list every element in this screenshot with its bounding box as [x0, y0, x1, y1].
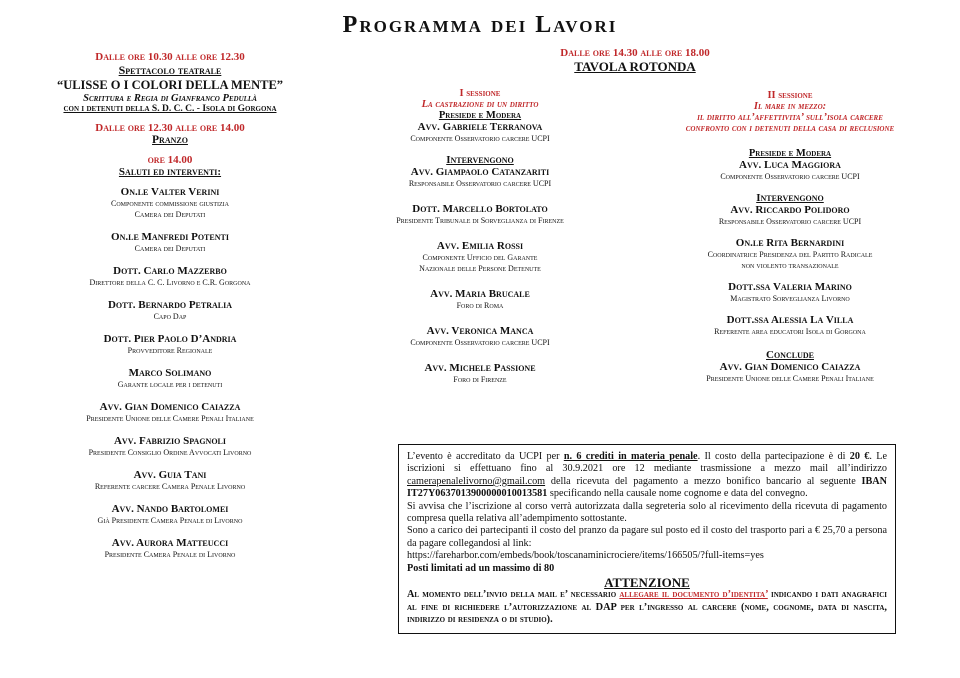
- speaker: [365, 121, 595, 144]
- session2-subtitle-1: Il mare in mezzo:: [753, 101, 827, 112]
- speaker-name: Dott. Pier Paolo D’Andria: [103, 333, 237, 345]
- show-title: “ULISSE O I COLORI DELLA MENTE”: [56, 78, 284, 92]
- speaker-name: Dott. Carlo Mazzerbo: [113, 265, 227, 277]
- speaker-role: Presidente Camera Penale di Livorno: [104, 550, 236, 559]
- attention-title: ATTENZIONE: [604, 575, 690, 591]
- roundtable-heading: TAVOLA ROTONDA: [574, 59, 696, 74]
- greetings-label: Saluti ed interventi:: [118, 166, 222, 178]
- speaker-role: Componente Ufficio del Garante: [422, 253, 538, 262]
- speaker-name: Marco Solimano: [128, 367, 212, 379]
- speaker: [40, 469, 300, 492]
- speaker-role: Componente commissione giustizia: [110, 199, 229, 208]
- attention-highlight: allegare il documento d’identita’: [619, 589, 768, 601]
- speaker: [365, 325, 595, 348]
- speaker-name: Avv. Maria Brucale: [430, 288, 530, 300]
- session1-subtitle: La castrazione di un diritto: [421, 99, 539, 110]
- speaker: [365, 240, 595, 274]
- speaker: [40, 537, 300, 560]
- session2-conclude-label: Conclude: [766, 349, 814, 361]
- session1-chair-label: Presiede e Modera: [438, 110, 522, 121]
- speaker-name: On.le Manfredi Potenti: [111, 231, 229, 243]
- speaker-name: Avv. Emilia Rossi: [436, 240, 524, 252]
- show-author: Scrittura e Regia di Gianfranco Pedullà: [83, 93, 257, 104]
- session2-subtitle-2: il diritto all’affettivita’ sull’isola carcere: [697, 112, 883, 123]
- info-credits: n. 6 crediti in materia penale: [563, 451, 698, 462]
- info-cost: 20 €: [849, 451, 870, 462]
- speaker: [40, 503, 300, 526]
- speaker: [40, 265, 300, 288]
- speaker: [630, 281, 950, 304]
- speaker-role: Componente Osservatorio carcere UCPI: [720, 172, 860, 181]
- session2-chair: [630, 159, 950, 182]
- attention-text: indicando i dati anagrafici al fine di richiedere l’autorizzazione al DAP per l’ingresso al carcere (nome, cognome, data di nascita, indirizzo di residenza o di studio).: [407, 589, 887, 626]
- speaker-role: Presidente Consiglio Ordine Avvocati Livorno: [88, 448, 252, 457]
- speaker-role: Referente carcere Camera Penale Livorno: [94, 482, 246, 491]
- info-costs: Sono a carico dei partecipanti il costo del pranzo da pagare sul posto ed il costo del trasporto pari a € 25,70 a persona da pagare collegandosi al link:: [407, 525, 887, 549]
- speaker-role: Responsabile Osservatorio carcere UCPI: [718, 217, 862, 226]
- info-authorization: Si avvisa che l’iscrizione al corso verrà autorizzata dalla segreteria solo al ricevimento della ricevuta di pagamento compresa quella relativa all’adempimento sottostante.: [407, 500, 887, 525]
- speaker-name: Dott.ssa Alessia La Villa: [726, 314, 854, 326]
- speaker: [365, 362, 595, 385]
- speaker-name: Avv. Veronica Manca: [426, 325, 534, 337]
- speaker: [630, 314, 950, 337]
- speaker-role: Nazionale delle Persone Detenute: [419, 264, 541, 273]
- speaker-name: Avv. Giampaolo Catanzariti: [410, 166, 550, 178]
- speaker-role: Componente Osservatorio carcere UCPI: [410, 338, 550, 347]
- info-registration: [407, 451, 887, 501]
- speaker-role: Referente area educatori Isola di Gorgona: [714, 327, 866, 336]
- session1-label: I sessione: [459, 88, 501, 99]
- speaker-name: Avv. Aurora Matteucci: [111, 537, 229, 549]
- speaker-role: Capo Dap: [153, 312, 187, 321]
- speaker: [365, 288, 595, 311]
- speaker: [40, 333, 300, 356]
- time-afternoon: ore 14.00: [147, 154, 193, 166]
- speaker-name: Avv. Gian Domenico Caiazza: [99, 401, 241, 413]
- speaker-role: Garante locale per i detenuti: [117, 380, 223, 389]
- speaker-role: Presidente Tribunale di Sorveglianza di Firenze: [396, 216, 564, 225]
- session2-speakers-label: Intervengono: [756, 192, 824, 204]
- session-2: [630, 90, 950, 384]
- session1-speakers-list: [365, 166, 595, 385]
- speaker-name: Avv. Gabriele Terranova: [417, 121, 543, 133]
- speaker-name: Dott. Bernardo Petralia: [107, 299, 233, 311]
- speaker-role: Magistrato Sorveglianza Livorno: [730, 294, 850, 303]
- speaker-name: Avv. Gian Domenico Caiazza: [719, 361, 861, 373]
- info-link[interactable]: https://fareharbor.com/embeds/book/toscanaminicrociere/items/166505/?full-items=yes: [407, 550, 764, 562]
- speaker: [40, 401, 300, 424]
- info-email-link[interactable]: camerapenalelivorno@gmail.com: [407, 475, 546, 487]
- speaker-role: Presidente Unione delle Camere Penali Italiane: [86, 414, 254, 423]
- session1-chair: [365, 121, 595, 144]
- speaker: [630, 237, 950, 271]
- info-box: [398, 444, 896, 634]
- speaker-name: On.le Rita Bernardini: [735, 237, 845, 249]
- lunch-label: Pranzo: [152, 134, 188, 146]
- speaker: [40, 186, 300, 220]
- speaker-role: Componente Osservatorio carcere UCPI: [410, 134, 550, 143]
- info-text: . Il costo della partecipazione è di: [697, 451, 850, 462]
- attention-body: [407, 589, 887, 627]
- speaker: [40, 435, 300, 458]
- speaker-role: Responsabile Osservatorio carcere UCPI: [408, 179, 552, 188]
- speaker-name: Avv. Nando Bartolomei: [111, 503, 229, 515]
- session2-chair-label: Presiede e Modera: [748, 148, 832, 159]
- speaker: [40, 299, 300, 322]
- info-text: della ricevuta del pagamento a mezzo bonifico bancario al seguente: [545, 475, 862, 487]
- info-text: L’evento è accreditato da UCPI per: [407, 451, 564, 462]
- info-text: specificando nella causale nome cognome e data del convegno.: [547, 488, 808, 500]
- speaker: [365, 203, 595, 226]
- speaker-name: Dott.ssa Valeria Marino: [728, 281, 852, 293]
- speaker-role: Direttore della C. C. Livorno e C.R. Gorgona: [89, 278, 251, 287]
- speaker-name: Dott. Marcello Bortolato: [412, 203, 548, 215]
- speaker-role: Foro di Firenze: [453, 375, 507, 384]
- speaker: [365, 166, 595, 189]
- speaker-role: Camera dei Deputati: [134, 244, 206, 253]
- speaker-name: Avv. Fabrizio Spagnoli: [113, 435, 226, 447]
- speaker: [630, 204, 950, 227]
- center-header: [530, 47, 740, 75]
- session-1: [365, 88, 595, 385]
- session2-subtitle-3: confronto con i detenuti della casa di reclusione: [685, 123, 895, 134]
- speaker: [630, 159, 950, 182]
- show-heading: Spettacolo teatrale: [118, 63, 222, 77]
- time-morning: Dalle ore 10.30 alle ore 12.30: [95, 51, 245, 63]
- page-title: Programma dei Lavori: [342, 12, 618, 38]
- info-text: . Le iscrizioni si effettuano fino al 30.9.2021 ore 12 mediante trasmissione a mezzo mail all’indirizzo: [407, 451, 887, 475]
- speaker: [40, 367, 300, 390]
- speaker-role: Camera dei Deputati: [134, 210, 206, 219]
- left-column: [40, 51, 300, 560]
- speaker-role: Foro di Roma: [456, 301, 504, 310]
- speaker-name: Avv. Guia Tani: [133, 469, 207, 481]
- session1-speakers-label: Intervengono: [446, 154, 514, 166]
- left-speakers-list: [40, 186, 300, 560]
- attention-text: Al momento dell’invio della mail e’ necessario: [407, 589, 620, 601]
- speaker-role: non violento transazionale: [741, 261, 839, 270]
- speaker-role: Già Presidente Camera Penale di Livorno: [97, 516, 243, 525]
- session2-speakers-list: [630, 204, 950, 337]
- speaker-name: Avv. Michele Passione: [424, 362, 536, 374]
- speaker-name: On.le Valter Verini: [120, 186, 220, 198]
- session2-conclude: [630, 361, 950, 384]
- speaker-role: Provveditore Regionale: [127, 346, 213, 355]
- speaker-name: Avv. Luca Maggiora: [739, 159, 841, 171]
- time-lunch: Dalle ore 12.30 alle ore 14.00: [95, 122, 245, 134]
- speaker-role: Presidente Unione delle Camere Penali Italiane: [706, 374, 874, 383]
- info-limit: Posti limitati ad un massimo di 80: [407, 562, 555, 574]
- show-with: con i detenuti della S. D. C. C. - Isola di Gorgona: [63, 104, 277, 114]
- speaker: [40, 231, 300, 254]
- speaker: [630, 361, 950, 384]
- speaker-name: Avv. Riccardo Polidoro: [730, 204, 850, 216]
- speaker-role: Coordinatrice Presidenza del Partito Radicale: [707, 250, 873, 259]
- session2-label: II sessione: [767, 90, 813, 101]
- info-iban: IBAN IT27Y0637013900000010013581: [407, 475, 887, 500]
- time-roundtable: Dalle ore 14.30 alle ore 18.00: [560, 47, 710, 59]
